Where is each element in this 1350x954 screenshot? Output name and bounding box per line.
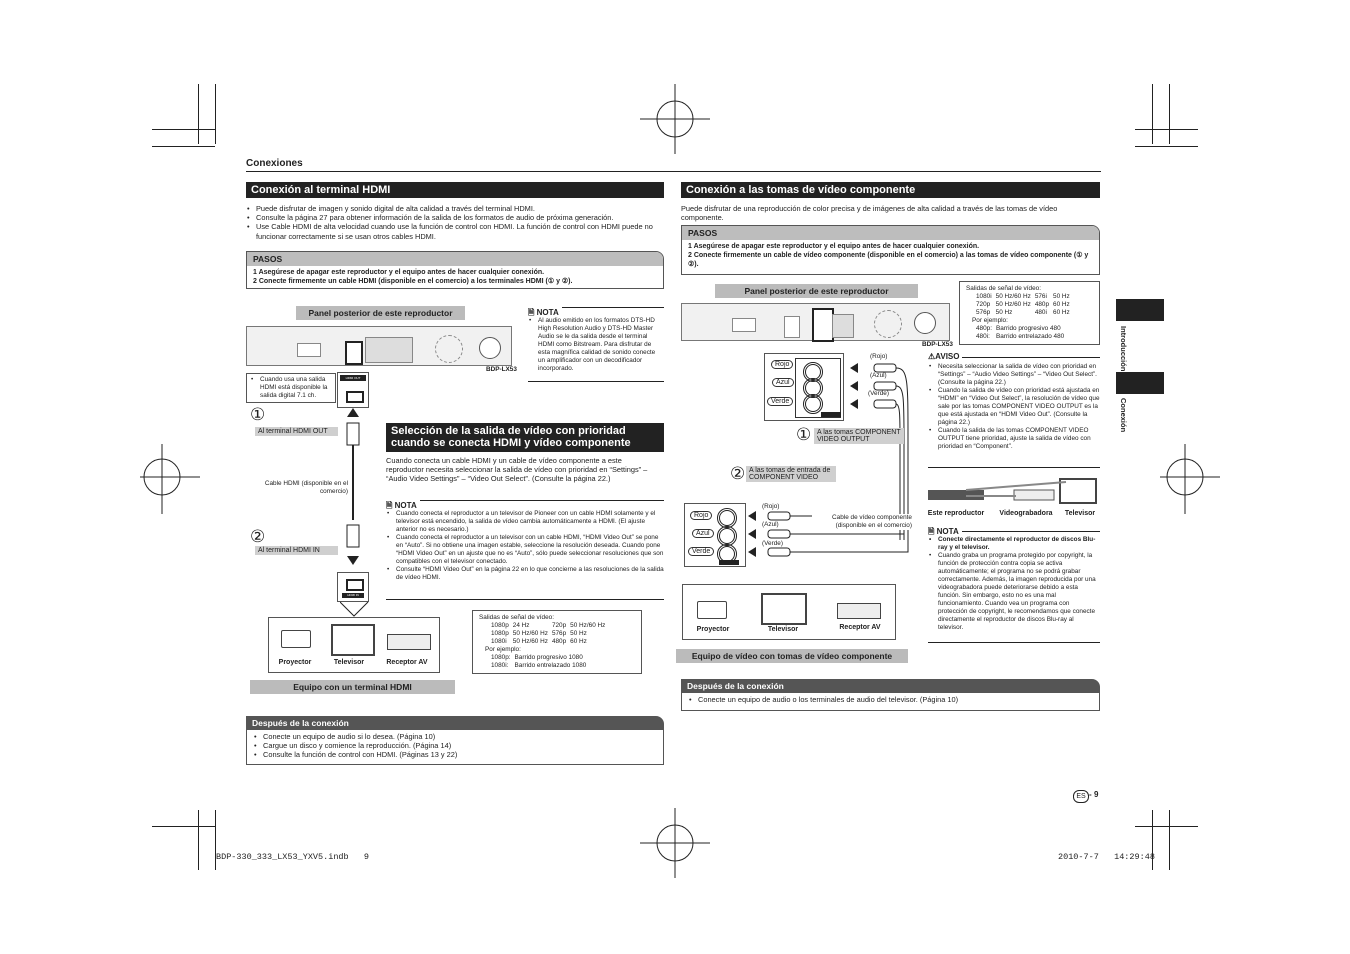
side-tab-conexion[interactable] [1116, 372, 1164, 394]
hdmi-cable-label: Cable HDMI (disponible en el comercio) [264, 480, 348, 495]
after-header: Después de la conexión [681, 679, 1100, 693]
cell: 50 Hz/60 Hz [570, 622, 606, 629]
aviso-item: • Necesita seleccionar la salida de vídeo con prioridad en “Settings” – “Audio Video Settings” – “Video Out Select”. (Consulte la página 22.) [928, 363, 1100, 387]
jack-color-label: Verde [688, 547, 714, 556]
registration-mark [640, 808, 710, 878]
crop-mark [198, 810, 199, 870]
device-label: Receptor AV [386, 659, 428, 666]
cell: 50 Hz [1053, 293, 1070, 300]
cell: 1080i [976, 293, 992, 300]
tv-icon [761, 593, 807, 625]
crop-mark [152, 826, 215, 827]
example-title: Por ejemplo: [485, 646, 521, 653]
crop-mark [1169, 810, 1170, 870]
priority-section-header: Selección de la salida de vídeo con prioridad cuando se conecta HDMI y vídeo componente [386, 423, 664, 452]
cell: Barrido progresivo 1080 [514, 654, 583, 661]
cell: 1080p [491, 622, 509, 629]
jack-green [803, 394, 823, 414]
nota-body [528, 317, 664, 373]
cell: 50 Hz [995, 309, 1013, 316]
cell: 50 Hz/60 Hz [995, 293, 1031, 300]
crop-mark [1135, 146, 1198, 147]
port [784, 316, 800, 338]
rear-panel-drawing [681, 303, 950, 341]
component-nota-body [928, 536, 1100, 632]
list-item: • Consulte la función de control con HDMI. (Páginas 13 y 22) [253, 750, 657, 759]
nota-item: • Cuando conecta el reproductor a un televisor de Pioneer con un cable HDMI solamente y el televisor está encendido, la salida de vídeo cambia automáticamente a HDMI. (El ajuste anterior no es necesario.) [386, 510, 664, 534]
callout-text: • Cuando usa una salida HDMI está disponible la salida digital 7.1 ch. [250, 376, 332, 400]
cell: 50 Hz/60 Hz [512, 630, 548, 637]
divider [928, 467, 1100, 468]
jack-color-label: Rojo [690, 511, 712, 520]
aviso-item: • Cuando la salida de las tomas COMPONENT VIDEO OUTPUT tiene prioridad, ajuste la salida de vídeo con prioridad en “Component”. [928, 427, 1100, 451]
side-tab-label: Introducción [1119, 326, 1128, 372]
table-row [491, 662, 590, 670]
cell: 24 Hz [512, 622, 530, 629]
fan [874, 310, 902, 338]
cell: 576p [551, 630, 567, 637]
hdmi-pasos-box [246, 251, 664, 289]
step-1: 1 Asegúrese de apagar este reproductor y el equipo antes de hacer cualquier conexión. [688, 243, 980, 250]
cell: 50 Hz [570, 630, 587, 637]
table-row [491, 622, 609, 630]
tv-icon [331, 624, 375, 656]
table-row [491, 638, 609, 646]
jack-red [717, 508, 737, 528]
list-item: • Consulte la página 27 para obtener información de la salida de los formatos de audio de próxima generación. [246, 213, 664, 222]
hdmi-port [346, 391, 364, 403]
nota-title-text: NOTA [936, 527, 959, 536]
list-item: • Puede disfrutar de imagen y sonido digital de alta calidad a través del terminal HDMI. [246, 204, 664, 213]
cell: 50 Hz/60 Hz [995, 301, 1031, 308]
callout-box [246, 373, 336, 403]
cell: 50 Hz/60 Hz [512, 638, 548, 645]
cable-color: (Verde) [868, 390, 889, 397]
nota-item: • Conecte directamente el reproductor de discos Blu-ray y el televisor. [928, 536, 1100, 552]
page-number-dash: - [1089, 790, 1092, 799]
cell: 1080i: [491, 662, 509, 669]
cell: 1080p [491, 630, 509, 637]
cell: Barrido entrelazado 1080 [514, 662, 587, 669]
equipment-label: Equipo de vídeo con tomas de vídeo componente [676, 649, 908, 663]
step-1-marker: ① [796, 425, 812, 444]
cable-color: (Verde) [762, 540, 783, 547]
side-tab-introduccion[interactable] [1116, 299, 1164, 321]
cell: Barrido progresivo 480 [996, 325, 1061, 332]
input-tag [719, 560, 739, 565]
hdmi-out-tag: HDMI OUT [340, 375, 366, 381]
table-row [976, 293, 1074, 301]
divider [928, 642, 1100, 643]
device-label: Televisor [767, 626, 799, 633]
priority-nota-body [386, 510, 664, 582]
power-socket [914, 312, 936, 334]
cell: 720p [976, 301, 991, 308]
component-section-header: Conexión a las tomas de vídeo componente [681, 182, 1100, 198]
table-row [976, 325, 1068, 333]
section-title: Conexiones [246, 158, 303, 169]
crop-mark [152, 129, 215, 130]
model-label: BDP-LX53 [922, 341, 953, 348]
device-label: Proyector [696, 626, 730, 633]
equipment-label: Equipo con un terminal HDMI [250, 680, 455, 694]
device-label: Proyector [278, 659, 312, 666]
cell: 480p [1034, 301, 1050, 308]
page-number: 9 [1094, 790, 1099, 799]
examples-table [976, 325, 1068, 341]
signals-table [491, 622, 609, 646]
jack-blue [717, 526, 737, 546]
nota-title: 🗎 NOTA [528, 307, 562, 321]
cell: 480p [551, 638, 567, 645]
nota-title-text: NOTA [536, 308, 559, 317]
rear-panel-label: Panel posterior de este reproductor [715, 284, 918, 298]
component-signals-box [959, 281, 1100, 345]
side-tab-label: Conexión [1119, 398, 1128, 433]
connection-chain [926, 476, 1100, 510]
jack-color-label: Rojo [771, 360, 793, 369]
port [732, 318, 756, 332]
power-socket [479, 337, 501, 359]
model-label: BDP-LX53 [486, 366, 517, 373]
crop-mark [215, 84, 216, 144]
crop-mark [152, 146, 215, 147]
nota-item: • Consulte “HDMI Video Out” en la página 22 en lo que concierne a las resoluciones de la salida de vídeo HDMI. [386, 566, 664, 582]
after-box [246, 730, 664, 765]
list-item: • Use Cable HDMI de alta velocidad cuando use la función de control con HDMI. La función de control con HDMI puede no funcionar correctamente si se usan otros cables HDMI. [246, 222, 664, 240]
crop-mark [198, 84, 199, 144]
jack-color-label: Azul [692, 529, 714, 538]
pasos-header: PASOS [247, 252, 663, 266]
registration-mark [1160, 444, 1230, 514]
cell: 60 Hz [1053, 301, 1070, 308]
aviso-title: ⚠AVISO [928, 352, 962, 361]
cable-color: (Azul) [870, 372, 887, 379]
table-row [491, 654, 590, 662]
cell: 60 Hz [570, 638, 587, 645]
hdmi-out-zoom [337, 372, 369, 408]
footer-filename: BDP-330_333_LX53_YXV5.indb 9 [216, 852, 370, 862]
port [297, 343, 321, 357]
output-tag [821, 412, 841, 417]
component-pasos-box [681, 225, 1100, 275]
cell: 1080i [491, 638, 507, 645]
signals-title: Salidas de señal de vídeo: [479, 614, 554, 621]
signals-table [976, 293, 1074, 317]
cell: 576i [1034, 293, 1047, 300]
nota-title: 🗎 NOTA [386, 500, 420, 514]
cell: 480i: [976, 333, 990, 340]
ports-block [365, 337, 413, 363]
divider [528, 381, 664, 382]
cell: 576p [976, 309, 991, 316]
nota-box [386, 500, 664, 501]
step-2: 2 Conecte firmemente un cable HDMI (disponible en el comercio) a los terminales HDMI (① y ②). [253, 278, 573, 285]
crop-mark [1169, 84, 1170, 144]
rear-panel-label: Panel posterior de este reproductor [296, 306, 465, 320]
nota-item: • Cuando graba un programa protegido por copyright, la función de protección contra copia se activa automáticamente; el programa no se podrá grabar correctamente. Además, la imagen reproducida por una videograbadora puede deteriorarse debido a esta función. Sin embargo, esto no es una mal funcionamiento. Cuando vea un programa con protección de copyright, le recomendamos que conecte directamente el reproductor de discos Blu-ray al televisor. [928, 552, 1100, 632]
step-1: 1 Asegúrese de apagar este reproductor y el equipo antes de hacer cualquier conexión. [253, 269, 545, 276]
rear-panel-drawing [246, 326, 512, 366]
table-row [976, 301, 1074, 309]
hdmi-port [345, 341, 363, 365]
nota-title-text: NOTA [394, 501, 417, 510]
priority-body: Cuando conecta un cable HDMI y un cable de vídeo componente a este reproductor necesita seleccionar la salida de vídeo con prioridad en “Settings” – “Audio Video Settings” – “Video Out Select”. (Consulte la página 22.) [386, 456, 648, 484]
projector-icon [281, 630, 311, 648]
crop-mark [1135, 826, 1198, 827]
receiver-icon [837, 603, 881, 619]
component-cable-label: Cable de vídeo componente (disponible en el comercio) [812, 514, 912, 530]
divider [386, 599, 664, 600]
cell: 480i [1034, 309, 1047, 316]
aviso-body [928, 363, 1100, 451]
ports-block [832, 314, 854, 338]
step-2-marker: ② [250, 527, 266, 546]
after-header: Después de la conexión [246, 716, 664, 730]
nota-item: • Al audio emitido en los formatos DTS-HD High Resolution Audio y DTS-HD Master Audio se le da salida desde el terminal HDMI como Bitstream. Para disfrutar de esta magnífica calidad de sonido conecte un amplificador con un decodificador incorporado. [528, 317, 664, 373]
table-row [491, 630, 609, 638]
divider [246, 171, 1101, 172]
after-box [681, 693, 1100, 711]
hdmi-out-callout: Al terminal HDMI OUT [255, 427, 338, 436]
chain-label: Este reproductor [927, 510, 985, 517]
hdmi-bullets [246, 204, 664, 241]
list-item: • Conecte un equipo de audio si lo desea. (Página 10) [253, 732, 657, 741]
cable-color: (Rojo) [870, 353, 888, 360]
device-label: Receptor AV [839, 624, 881, 631]
component-intro: Puede disfrutar de una reproducción de color precisa y de imágenes de alta calidad a través de las tomas de vídeo componente. [681, 204, 1058, 223]
cell: 60 Hz [1053, 309, 1070, 316]
nota-item: • Cuando conecta el reproductor a un televisor con un cable HDMI, “HDMI Video Out” se pone en “Auto”. Si no obtiene una imagen estable, seleccione la resolución deseada. Cuando pone “HDMI Video Out” en un ajuste que no es “Auto”, sólo puede seleccionar resoluciones que son compatibles con el televisor conectado. [386, 534, 664, 566]
footer-timestamp: 2010-7-7 14:29:48 [1058, 852, 1155, 862]
aviso-item: • Cuando la salida de vídeo con prioridad está ajustada en “HDMI” en “Video Out Select”, la resolución de vídeo que sale por las tomas COMPONENT VIDEO OUTPUT es la que está ajustada en “HDMI Video Out”. (Consulte la página 22.) [928, 387, 1100, 427]
table-row [976, 333, 1068, 341]
hdmi-section-header: Conexión al terminal HDMI [246, 182, 664, 198]
priority-signals-box [472, 610, 642, 674]
list-item: • Conecte un equipo de audio o los terminales de audio del televisor. (Página 10) [688, 695, 1093, 704]
registration-mark [640, 84, 710, 154]
fan [435, 335, 463, 363]
examples-table [491, 654, 590, 670]
jack-color-label: Azul [772, 378, 794, 387]
hdmi-in-callout: Al terminal HDMI IN [255, 546, 338, 555]
component-ports [812, 308, 834, 342]
component-out-callout: A las tomas COMPONENT VIDEO OUTPUT [814, 428, 904, 444]
list-item: • Cargue un disco y comience la reproducción. (Página 14) [253, 741, 657, 750]
nota-title: 🗎 NOTA [928, 526, 962, 540]
aviso-title-text: AVISO [935, 352, 960, 361]
chain-label: Videograbadora [999, 510, 1053, 517]
projector-icon [697, 601, 727, 619]
registration-mark [140, 444, 210, 514]
component-in-callout: A las tomas de entrada de COMPONENT VIDEO [746, 466, 836, 482]
hdmi-in-tag: HDMI IN [342, 593, 364, 598]
cable-color: (Azul) [762, 521, 779, 528]
step-2-marker: ② [730, 464, 746, 483]
jack-color-label: Verde [767, 397, 793, 406]
cell: 480p: [976, 325, 992, 332]
cell: Barrido entrelazado 480 [996, 333, 1065, 340]
hdmi-in-zoom [337, 572, 369, 602]
cable-color: (Rojo) [762, 503, 780, 510]
chain-label: Televisor [1064, 510, 1096, 517]
step-1-marker: ① [250, 405, 266, 424]
hdmi-port [346, 579, 364, 591]
table-row [976, 309, 1074, 317]
step-2: 2 Conecte firmemente un cable de vídeo componente (disponible en el comercio) a las tomas de vídeo componente (① y ②). [688, 252, 1089, 268]
cell: 720p [551, 622, 567, 629]
device-label: Televisor [333, 659, 365, 666]
pasos-header: PASOS [682, 226, 1099, 240]
signals-title: Salidas de señal de vídeo: [966, 285, 1041, 292]
example-title: Por ejemplo: [972, 317, 1008, 324]
language-badge: ES [1073, 790, 1089, 803]
cell: 1080p: [491, 654, 511, 661]
crop-mark [1135, 129, 1198, 130]
receiver-icon [387, 634, 431, 650]
crop-mark [1152, 84, 1153, 144]
